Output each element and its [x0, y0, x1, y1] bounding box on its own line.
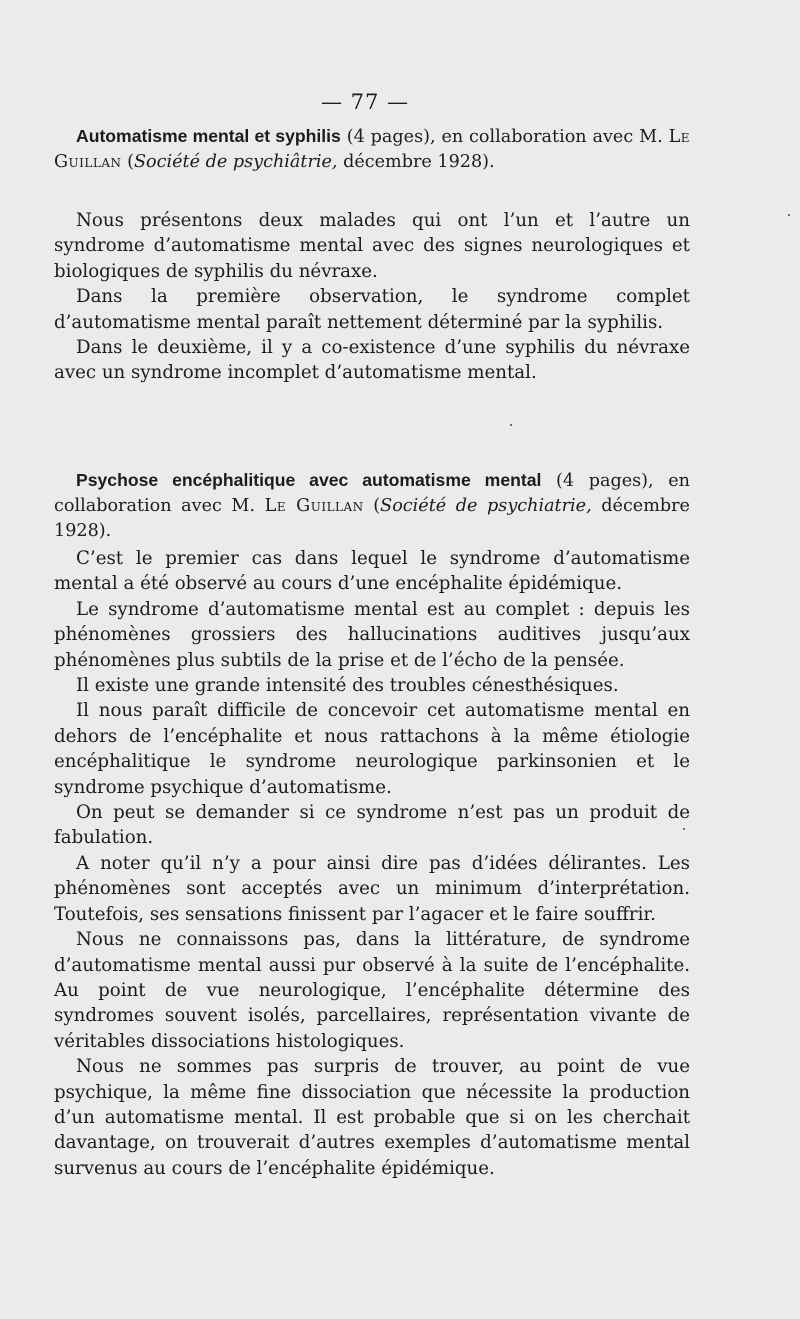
paragraph: Dans le deuxième, il y a co-existence d’une syphilis du névraxe avec un syndrome incomplet d’automatisme mental.	[54, 337, 690, 384]
scan-speck	[788, 214, 790, 216]
paragraph: C’est le premier cas dans lequel le syndrome d’automatisme mental a été observé au cours d’une encéphalite épidémique.	[54, 548, 690, 595]
section-heading	[54, 124, 690, 175]
section-automatisme-syphilis	[54, 124, 690, 175]
co-author: Le Guillan	[54, 127, 691, 172]
section-meta-lead: (4 pages), en collaboration avec M.	[54, 471, 691, 516]
paragraph: On peut se demander si ce syndrome n’est pas un produit de fabulation.	[54, 802, 690, 849]
section-psychose-encephalitique	[54, 468, 690, 544]
section-title: Psychose encéphalitique avec automatisme mental	[76, 470, 542, 490]
section-meta-lead: (4 pages), en collaboration avec M.	[346, 127, 663, 147]
paragraph: Le syndrome d’automatisme mental est au complet : depuis les phénomènes grossiers des hallucinations auditives jusqu’aux phénomènes plus subtils de la prise et de l’écho de la pensée.	[54, 598, 690, 671]
co-author: Le Guillan	[264, 496, 364, 516]
section-meta-open: (	[373, 496, 381, 516]
section1-body	[54, 208, 690, 386]
section2-body	[54, 546, 690, 1181]
section-meta-tail: décembre 1928).	[343, 152, 495, 172]
paragraph: Nous ne connaissons pas, dans la littérature, de syndrome d’automatisme mental aussi pur observé à la suite de l’encéphalite. Au point de vue neurologique, l’encéphalite détermine des syndromes souvent isolés, parcellaires, représentation vivante de véritables dissociations histologiques.	[54, 929, 690, 1052]
paragraph: Dans la première observation, le syndrome complet d’automatisme mental paraît nettement déterminé par la syphilis.	[54, 286, 690, 333]
section-meta-open: (	[127, 152, 134, 172]
paragraph: Nous ne sommes pas surpris de trouver, au point de vue psychique, la même fine dissociation que nécessite la production d’un automatisme mental. Il est probable que si on les cherchait davantage, on trouverait d’autres exemples d’automatisme mental survenus au cours de l’encéphalite épidémique.	[54, 1056, 690, 1179]
scan-speck	[683, 828, 685, 830]
section-meta-tail: décembre 1928).	[54, 496, 690, 541]
paragraph: Nous présentons deux malades qui ont l’un et l’autre un syndrome d’automatisme mental avec des signes neurologiques et biologiques de syphilis du névraxe.	[54, 210, 690, 282]
section-title: Automatisme mental et syphilis	[76, 126, 341, 146]
page-number: — 77 —	[320, 90, 410, 114]
paragraph: Il existe une grande intensité des troubles cénesthésiques.	[76, 675, 619, 697]
source-journal: Société de psychiatrie,	[380, 496, 592, 516]
section-heading	[54, 468, 690, 544]
paragraph: Il nous paraît difficile de concevoir cet automatisme mental en dehors de l’encéphalite et nous rattachons à la même étiologie encéphalitique le syndrome neurologique parkinsonien et le syndrome psychique d’automatisme.	[54, 700, 690, 798]
scan-speck	[510, 424, 512, 426]
source-journal: Société de psychiâtrie,	[133, 152, 338, 172]
paragraph: A noter qu’il n’y a pour ainsi dire pas d’idées délirantes. Les phénomènes sont acceptés avec un minimum d’interprétation. Toutefois, ses sensations finissent par l’agacer et le faire souffrir.	[54, 852, 690, 925]
